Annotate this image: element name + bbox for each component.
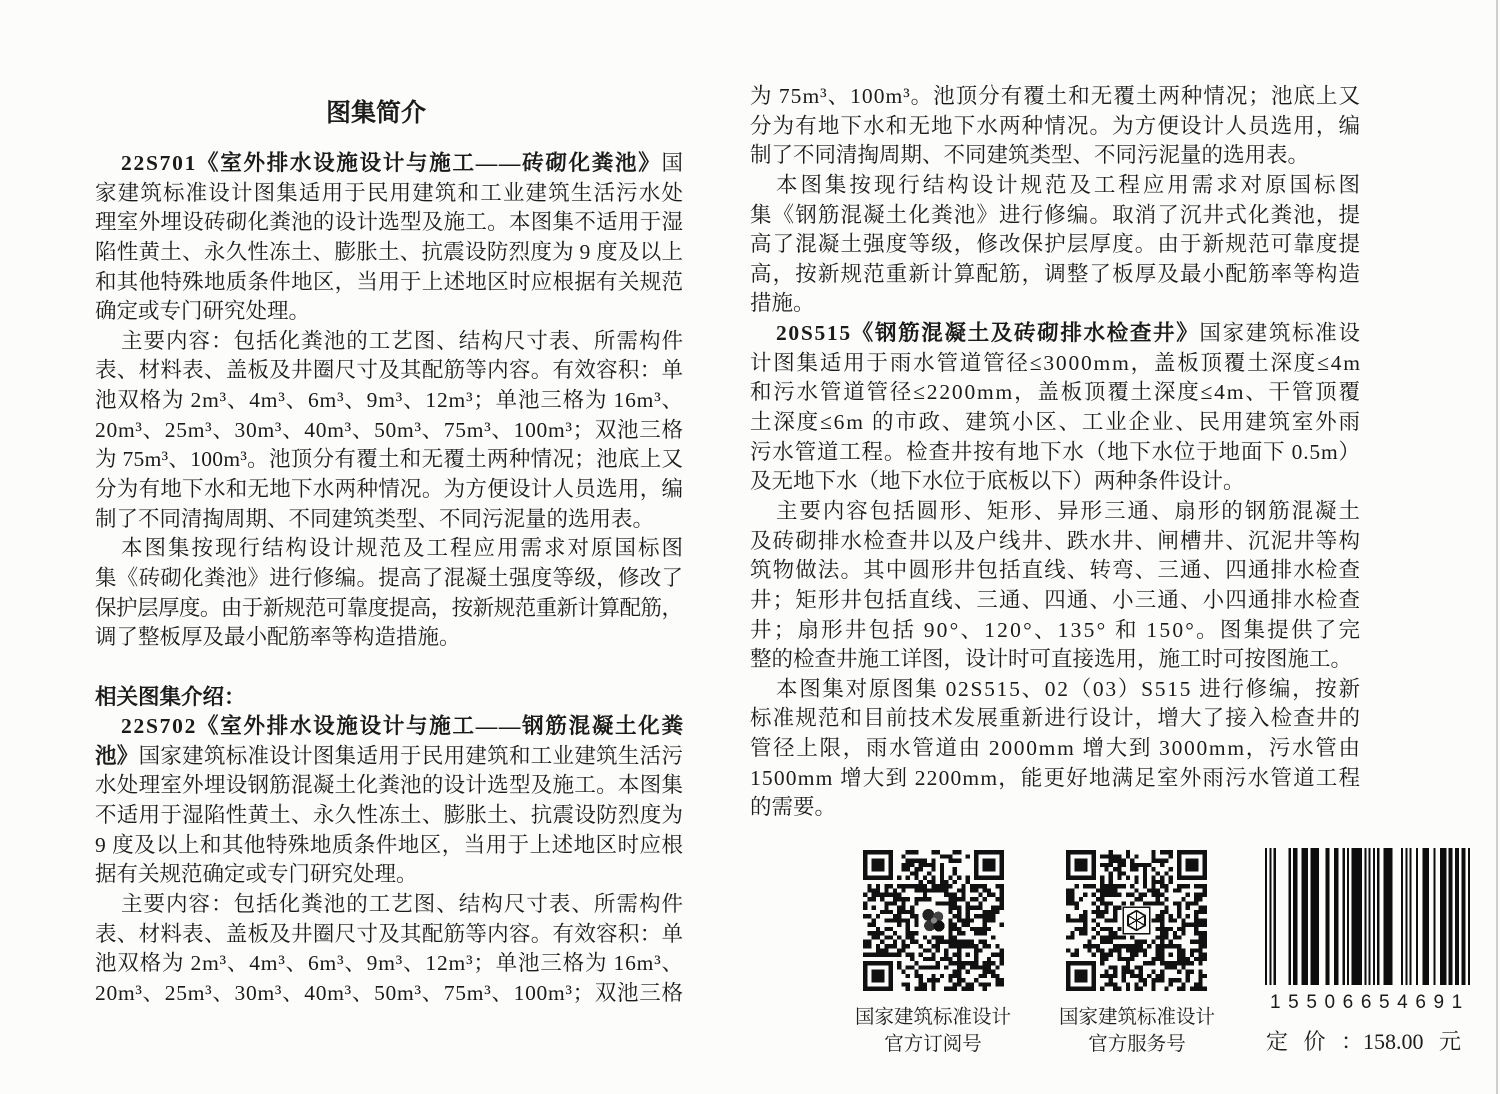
- text-line: [750, 734, 1360, 764]
- text-line: [95, 890, 683, 920]
- text-line: [750, 349, 1360, 379]
- qr-caption-line: 官方订阅号: [884, 1033, 982, 1055]
- text-line: [95, 920, 683, 950]
- text-line: [95, 979, 683, 1009]
- qr-caption-line: 国家建筑标准设计: [854, 1006, 1011, 1028]
- text-line: [95, 179, 683, 209]
- text-line: [750, 438, 1360, 468]
- text-line-content: 及砖砌排水检查井以及户线井、跌水井、闸槽井、沉泥井等构: [750, 528, 1362, 553]
- text-line-content: 集《砖砌化粪池》进行修编。提高了混凝土强度等级，修改了: [95, 565, 684, 590]
- text-line-content: 整的检查井施工详图，设计时可直接选用，施工时可按图施工。: [750, 647, 1353, 672]
- text-line: [750, 230, 1360, 260]
- text-line-content: 调了整板厚及最小配筋率等构造措施。: [95, 625, 461, 650]
- text-line: [95, 534, 683, 564]
- text-line-content: 确定或专门研究处理。: [95, 299, 311, 324]
- text-line: [750, 497, 1360, 527]
- text-line: [95, 356, 683, 386]
- text-line: [750, 260, 1360, 290]
- qr-caption-subscription: [843, 1004, 1023, 1058]
- text-line: [95, 149, 683, 179]
- text-line: [750, 645, 1360, 675]
- text-line: [95, 742, 683, 772]
- text-line-content: 分为有地下水和无地下水两种情况。为方便设计人员选用，编: [750, 113, 1362, 138]
- paragraph: [750, 319, 1360, 497]
- text-line-content: 水处理室外埋设钢筋混凝土化粪池的设计选型及施工。本图集: [95, 773, 684, 798]
- paragraph: [95, 149, 683, 327]
- text-line: [95, 860, 683, 890]
- text-line-content: 1500mm 增大到 2200mm，能更好地满足室外雨污水管道工程: [750, 765, 1362, 790]
- text-line-content: 据有关规范确定或专门研究处理。: [95, 862, 418, 887]
- text-line: [750, 793, 1360, 823]
- section-heading: 相关图集介绍：: [95, 684, 246, 709]
- text-line: [95, 238, 683, 268]
- bold-title-text: 22S702《室外排水设施设计与施工——钢筋混凝土化粪: [121, 714, 685, 739]
- body-text: 国: [661, 151, 685, 175]
- text-line: [95, 268, 683, 298]
- text-line-content: 分为有地下水和无地下水两种情况。为方便设计人员选用，编: [95, 477, 684, 502]
- text-line: [95, 801, 683, 831]
- barcode-bars: [1265, 848, 1470, 985]
- text-line: [750, 616, 1363, 646]
- page-edge-line: [1496, 0, 1498, 1094]
- qr-code-service: [1066, 850, 1207, 991]
- text-line-content: 本图集按现行结构设计规范及工程应用需求对原国标图: [776, 172, 1363, 197]
- text-line: [750, 319, 1360, 349]
- bold-title-text: 20S515《钢筋混凝土及砖砌排水检查井》: [776, 321, 1200, 346]
- text-line: [95, 416, 683, 446]
- text-line: [95, 327, 683, 357]
- text-line: [95, 297, 683, 327]
- text-line-content: 筑物做法。其中圆形井包括直线、转弯、三通、四通排水检查: [750, 558, 1362, 583]
- paragraph: [95, 712, 683, 890]
- text-line: [95, 505, 683, 535]
- text-line-content: [95, 742, 683, 772]
- text-line-content: 井；扇形井包括 90°、120°、135° 和 150°。图集提供了完: [750, 617, 1363, 642]
- paragraph: [750, 82, 1360, 171]
- left-text-column: [95, 149, 683, 1009]
- paragraph: [750, 497, 1363, 675]
- page-title: 图集简介: [325, 99, 426, 127]
- text-line-content: 管径上限，雨水管道由 2000mm 增大到 3000mm，污水管由: [750, 736, 1362, 761]
- text-line: [750, 201, 1360, 231]
- text-line-content: 家建筑标准设计图集适用于民用建筑和工业建筑生活污水处: [95, 180, 685, 205]
- text-line-content: 20m³、25m³、30m³、40m³、50m³、75m³、100m³；双池三格: [95, 980, 684, 1005]
- text-line: [95, 386, 683, 416]
- text-line: [95, 771, 683, 801]
- text-line: [750, 764, 1360, 794]
- text-line: [750, 289, 1360, 319]
- qr-caption-line: 官方服务号: [1088, 1033, 1186, 1055]
- text-line-content: 集《钢筋混凝土化粪池》进行修编。取消了沉井式化粪池，提: [750, 202, 1362, 227]
- text-line: [95, 564, 683, 594]
- isbn-barcode: [1265, 848, 1470, 985]
- text-line: [95, 445, 683, 475]
- text-line-content: 的需要。: [750, 795, 837, 820]
- body-text: 国家建筑标准设: [1199, 321, 1362, 346]
- text-line-content: 及无地下水（地下水位于底板以下）两种条件设计。: [750, 469, 1245, 494]
- text-line-content: 池双格为 2m³、4m³、6m³、9m³、12m³；单池三格为 16m³、: [95, 388, 684, 413]
- text-line: [750, 408, 1360, 438]
- text-line: [95, 949, 683, 979]
- paragraph: [750, 675, 1360, 823]
- text-line-content: 和其他特殊地质条件地区，当用于上述地区时应根据有关规范: [95, 269, 684, 294]
- text-line-content: 主要内容：包括化粪池的工艺图、结构尺寸表、所需构件: [121, 328, 685, 353]
- text-line: [95, 623, 683, 653]
- text-line-content: [121, 149, 685, 179]
- text-line-content: 本图集对原图集 02S515、02（03）S515 进行修编，按新: [776, 676, 1362, 701]
- paragraph: [95, 327, 683, 534]
- text-line-content: 主要内容：包括化粪池的工艺图、结构尺寸表、所需构件: [121, 892, 685, 917]
- text-line-content: 制了不同清掏周期、不同建筑类型、不同污泥量的选用表。: [750, 143, 1310, 168]
- text-line: [95, 475, 683, 505]
- paragraph: [95, 890, 683, 1009]
- text-line: [750, 586, 1360, 616]
- bold-title-text: 池》: [95, 743, 139, 768]
- text-line: [95, 208, 683, 238]
- logo-dot: [931, 918, 937, 924]
- text-line-content: 本图集按现行结构设计规范及工程应用需求对原国标图: [121, 536, 685, 561]
- text-line-content: 池双格为 2m³、4m³、6m³、9m³、12m³；单池三格为 16m³、: [95, 951, 684, 976]
- text-line-content: 表、材料表、盖板及井圈尺寸及其配筋等内容。有效容积：单: [95, 921, 684, 946]
- text-line-content: 20m³、25m³、30m³、40m³、50m³、75m³、100m³；双池三格: [95, 417, 684, 442]
- text-line: [750, 378, 1360, 408]
- right-text-column: [750, 82, 1363, 823]
- text-line-content: 污水管道工程。检查井按有地下水（地下水位于地面下 0.5m）: [750, 439, 1361, 464]
- text-line: [95, 712, 683, 742]
- text-line: [750, 141, 1360, 171]
- text-line-content: [776, 319, 1362, 349]
- text-line-content: 制了不同清掏周期、不同建筑类型、不同污泥量的选用表。: [95, 506, 655, 531]
- text-line: [750, 556, 1360, 586]
- text-line: [750, 467, 1360, 497]
- text-line-content: 陷性黄土、永久性冻土、膨胀土、抗震设防烈度为 9 度及以上: [95, 239, 684, 264]
- text-line-content: 主要内容包括圆形、矩形、异形三通、扇形的钢筋混凝土: [776, 498, 1362, 523]
- text-line-content: 理室外埋设砖砌化粪池的设计选型及施工。本图集不适用于湿: [95, 210, 684, 235]
- text-line: [750, 171, 1363, 201]
- paragraph: [95, 534, 683, 653]
- text-line-content: [121, 712, 685, 742]
- text-line: [750, 704, 1360, 734]
- text-line: [95, 831, 683, 861]
- text-line-content: 高了混凝土强度等级，修改保护层厚度。由于新规范可靠度提: [750, 232, 1362, 257]
- text-line-content: 为 75m³、100m³。池顶分有覆土和无覆土两种情况；池底上又: [95, 447, 684, 472]
- text-line-content: 标准规范和目前技术发展重新进行设计，增大了接入检查井的: [750, 706, 1362, 731]
- qr-caption-line: 国家建筑标准设计: [1058, 1006, 1215, 1028]
- bold-title-text: 22S701《室外排水设施设计与施工——砖砌化粪池》: [121, 151, 662, 175]
- text-line: [750, 112, 1360, 142]
- text-line-content: 表、材料表、盖板及井圈尺寸及其配筋等内容。有效容积：单: [95, 358, 684, 383]
- text-line-content: 保护层厚度。由于新规范可靠度提高，按新规范重新计算配筋，: [95, 595, 683, 620]
- text-line-content: 高，按新规范重新计算配筋，调整了板厚及最小配筋率等构造: [750, 261, 1362, 286]
- text-line-content: 土深度≤6m 的市政、建筑小区、工业企业、民用建筑室外雨: [750, 410, 1362, 435]
- qr-code-subscription: [863, 850, 1004, 991]
- qr-caption-service: [1047, 1004, 1227, 1058]
- text-line: [750, 527, 1360, 557]
- text-line-content: 措施。: [750, 291, 815, 316]
- text-line: [95, 594, 683, 624]
- text-line-content: 9 度及以上和其他特殊地质条件地区，当用于上述地区时应根: [95, 832, 684, 857]
- price-label: 定 价 ：158.00 元: [1266, 1029, 1462, 1054]
- text-line: [750, 82, 1360, 112]
- text-line: [750, 675, 1360, 705]
- text-line-content: 不适用于湿陷性黄土、永久性冻土、膨胀土、抗震设防烈度为: [95, 803, 684, 828]
- text-line-content: 计图集适用于雨水管道管径≤3000mm，盖板顶覆土深度≤4m: [750, 350, 1362, 375]
- body-text: 国家建筑标准设计图集适用于民用建筑和工业建筑生活污: [138, 743, 684, 768]
- text-line-content: 为 75m³、100m³。池顶分有覆土和无覆土两种情况；池底上又: [750, 84, 1362, 108]
- paragraph: [750, 171, 1363, 319]
- barcode-number: 15506654691: [1270, 992, 1470, 1013]
- text-line-content: 井；矩形井包括直线、三通、四通、小三通、小四通排水检查: [750, 587, 1362, 612]
- text-line-content: 和污水管道管径≤2200mm，盖板顶覆土深度≤4m、干管顶覆: [750, 380, 1362, 405]
